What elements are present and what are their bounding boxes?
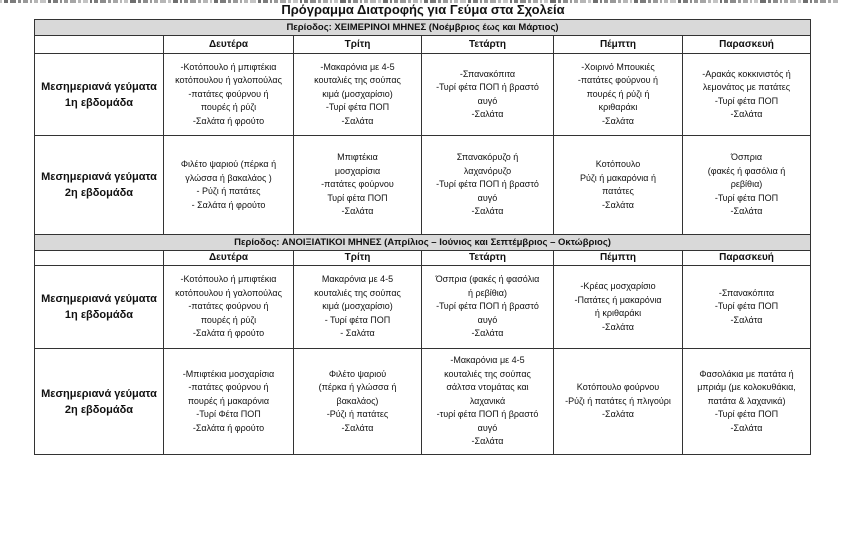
week-label-line: Μεσημεριανά γεύματα <box>41 293 157 305</box>
menu-line: κιμά (μοσχαρίσιο) <box>322 88 393 99</box>
menu-line: λαχανόρυζο <box>463 165 512 176</box>
menu-line: -Σαλάτα ή φρούτο <box>192 115 265 126</box>
menu-line: κοτόπουλου ή γαλοπούλας <box>175 75 282 86</box>
menu-line: κουταλιές της σούπας <box>314 287 401 298</box>
menu-line: -Τυρί φέτα ΠΟΠ ή βραστό <box>436 301 539 312</box>
day-header: Τετάρτη <box>422 36 554 54</box>
menu-line: Φασολάκια με πατάτα ή <box>699 368 794 379</box>
menu-line: -πατάτες φούρνου ή <box>577 75 659 86</box>
menu-line: -Σαλάτα <box>730 314 763 325</box>
menu-line: -Σαλάτα <box>471 328 504 339</box>
menu-cell <box>554 349 683 455</box>
menu-line: -Τυρί φέτα ΠΟΠ <box>714 192 779 203</box>
menu-cell <box>294 266 422 349</box>
menu-line: -Σαλάτα <box>602 115 634 126</box>
menu-line: πατάτες <box>602 186 634 196</box>
menu-line: -Σαλάτα <box>602 409 634 420</box>
menu-line: - Τυρί φέτα ΠΟΠ <box>324 314 391 325</box>
menu-line: -Σαλάτα <box>341 422 374 433</box>
menu-line: Μπιφτέκια <box>337 152 378 163</box>
menu-line: Φιλέτο ψαριού <box>328 368 387 379</box>
meal-schedule-table <box>34 19 811 455</box>
menu-line: κοτόπουλου ή γαλοπούλας <box>175 287 282 298</box>
menu-line: -πατάτες φούρνου <box>321 179 394 190</box>
menu-cell <box>554 136 683 235</box>
menu-line: -Μακαρόνια με 4-5 <box>450 355 525 366</box>
menu-line: Όσπρια (φακές ή φασόλια <box>435 274 540 285</box>
menu-line: -Ρύζι ή πατάτες ή πλιγούρι <box>565 395 671 406</box>
day-header: Παρασκευή <box>683 251 811 266</box>
menu-line: σάλτσα ντομάτας και <box>446 382 529 393</box>
menu-cell <box>422 266 554 349</box>
menu-line: κουταλιές της σούπας <box>444 368 531 379</box>
menu-line: αυγό <box>477 422 498 433</box>
menu-cell <box>422 349 554 455</box>
menu-line: (φακές ή φασόλια ή <box>707 165 786 176</box>
week-label <box>35 54 164 136</box>
menu-line: πουρές ή ρύζι <box>200 102 257 113</box>
period-header: Περίοδος: ΑΝΟΙΞΙΑΤΙΚΟΙ ΜΗΝΕΣ (Απρίλιος – Ιούνιος και Σεπτέμβριος – Οκτώβριος) <box>35 235 811 251</box>
period-row <box>35 235 811 251</box>
menu-line: Κοτόπουλο φούρνου <box>576 382 660 393</box>
menu-line: πουρές ή μακαρόνια <box>187 395 270 406</box>
menu-cell <box>164 136 294 235</box>
meal-week-row <box>35 136 811 235</box>
day-header: Δευτέρα <box>164 36 294 54</box>
menu-cell <box>683 266 811 349</box>
menu-line: -Κρέας μοσχαρίσιο <box>580 281 656 291</box>
menu-cell <box>554 266 683 349</box>
menu-cell <box>294 136 422 235</box>
menu-line: -Χοιρινό Μπουκιές <box>581 61 655 72</box>
period-header: Περίοδος: ΧΕΙΜΕΡΙΝΟΙ ΜΗΝΕΣ (Νοέμβριος έως και Μάρτιος) <box>35 20 811 36</box>
menu-line: -Τυρί φέτα ΠΟΠ <box>325 102 390 113</box>
menu-line: -Σαλάτα <box>341 115 374 126</box>
menu-line: πατάτα & λαχανικά) <box>707 395 786 406</box>
menu-cell <box>422 54 554 136</box>
menu-line: -πατάτες φούρνου ή <box>188 301 269 312</box>
week-label <box>35 266 164 349</box>
menu-cell <box>164 54 294 136</box>
menu-line: λεμονάτος με πατάτες <box>702 82 791 92</box>
day-header: Τρίτη <box>294 36 422 54</box>
menu-line: -Σαλάτα <box>730 206 763 217</box>
menu-cell <box>683 54 811 136</box>
menu-line: μοσχαρίσια <box>334 165 381 176</box>
menu-line: ή ρεβίθια) <box>467 287 508 298</box>
menu-line: Κοτόπουλο <box>595 159 641 169</box>
menu-line: - Ρύζι ή πατάτες <box>196 186 261 196</box>
menu-line: -Σαλάτα <box>602 321 634 332</box>
menu-line: -Τυρί φέτα ΠΟΠ <box>714 95 779 106</box>
menu-line: αυγό <box>477 192 498 203</box>
menu-line: -Κοτόπουλο ή μπιφτέκια <box>180 274 277 285</box>
menu-cell <box>683 136 811 235</box>
menu-line: -Αρακάς κοκκινιστός ή <box>702 68 791 79</box>
menu-line: (πέρκα ή γλώσσα ή <box>318 382 397 393</box>
menu-line: -Πατάτες ή μακαρόνια <box>574 294 662 305</box>
menu-line: βακαλάος) <box>336 395 379 406</box>
menu-line: -Σαλάτα ή φρούτο <box>192 422 265 433</box>
menu-line: -Σαλάτα ή φρούτο <box>192 328 265 339</box>
day-header: Τρίτη <box>294 251 422 266</box>
day-header-row <box>35 251 811 266</box>
meal-week-row <box>35 266 811 349</box>
menu-line: -Τυρί φέτα ΠΟΠ <box>714 409 779 420</box>
week-label-line: 1η εβδομάδα <box>64 96 134 109</box>
menu-line: -Τυρί φέτα ΠΟΠ <box>714 301 779 312</box>
menu-line: -Σαλάτα <box>341 206 374 217</box>
menu-line: -Σπανακόπιτα <box>718 287 775 298</box>
menu-line: Όσπρια <box>730 152 763 163</box>
day-header: Παρασκευή <box>683 36 811 54</box>
menu-line: Φιλέτο ψαριού (πέρκα ή <box>180 159 277 169</box>
day-header-row <box>35 36 811 54</box>
menu-line: - Σαλάτα ή φρούτο <box>191 199 266 210</box>
corner-cell <box>35 251 164 266</box>
period-row <box>35 20 811 36</box>
menu-line: -τυρί φέτα ΠΟΠ ή βραστό <box>436 409 539 420</box>
menu-line: κριθαράκι <box>598 102 638 113</box>
meal-week-row <box>35 349 811 455</box>
menu-line: κουταλιές της σούπας <box>314 75 401 86</box>
day-header: Πέμπτη <box>554 251 683 266</box>
menu-line: λαχανικά <box>469 395 506 406</box>
menu-line: -Ρύζι ή πατάτες <box>326 409 389 420</box>
menu-line: -Σαλάτα <box>471 436 504 447</box>
document-title: Πρόγραμμα Διατροφής για Γεύμα στα Σχολεία <box>281 2 565 17</box>
menu-cell <box>164 349 294 455</box>
menu-line: -Τυρί Φέτα ΠΟΠ <box>196 409 261 420</box>
menu-line: -Σαλάτα <box>730 422 763 433</box>
week-label <box>35 349 164 455</box>
menu-line: -Σαλάτα <box>471 206 504 217</box>
menu-line: -Σπανακόπιτα <box>459 68 516 79</box>
menu-line: πουρές ή ρύζι ή <box>586 88 650 99</box>
week-label-line: Μεσημεριανά γεύματα <box>41 387 157 400</box>
meal-schedule-body <box>35 20 811 455</box>
menu-line: κιμά (μοσχαρίσιο) <box>322 301 393 312</box>
menu-line: ρεβίθια) <box>730 179 763 190</box>
menu-line: γλώσσα ή βακαλάος ) <box>185 172 272 183</box>
day-header: Πέμπτη <box>554 36 683 54</box>
menu-line: -Τυρί φέτα ΠΟΠ ή βραστό <box>436 179 539 190</box>
meal-week-row <box>35 54 811 136</box>
menu-line: -Τυρί φέτα ΠΟΠ ή βραστό <box>436 82 539 92</box>
menu-line: ή κριθαράκι <box>594 308 642 318</box>
menu-line: -Σαλάτα <box>730 109 763 119</box>
menu-line: αυγό <box>477 95 498 106</box>
menu-line: -Σαλάτα <box>602 199 634 210</box>
menu-line: Σπανακόρυζο ή <box>456 152 519 163</box>
menu-cell <box>422 136 554 235</box>
menu-line: -Κοτόπουλο ή μπιφτέκια <box>180 61 277 72</box>
menu-line: - Σαλάτα <box>340 328 375 339</box>
menu-line: πουρές ή ρύζι <box>200 314 257 325</box>
menu-line: -Μακαρόνια με 4-5 <box>320 61 395 72</box>
day-header: Δευτέρα <box>164 251 294 266</box>
menu-line: Τυρί φέτα ΠΟΠ <box>327 192 388 203</box>
corner-cell <box>35 36 164 54</box>
week-label-line: 2η εβδομάδα <box>64 403 134 416</box>
menu-line: αυγό <box>477 314 498 325</box>
menu-line: -Σαλάτα <box>471 109 504 119</box>
week-label-line: Μεσημεριανά γεύματα <box>41 80 157 93</box>
week-label-line: 1η εβδομάδα <box>64 309 134 321</box>
menu-cell <box>683 349 811 455</box>
menu-cell <box>164 266 294 349</box>
menu-line: μπριάμ (με κολοκυθάκια, <box>697 382 796 393</box>
day-header: Τετάρτη <box>422 251 554 266</box>
menu-line: -πατάτες φούρνου ή <box>188 382 269 393</box>
menu-line: -Μπιφτέκια μοσχαρίσια <box>182 368 275 379</box>
menu-cell <box>294 349 422 455</box>
week-label-line: Μεσημεριανά γεύματα <box>41 171 157 183</box>
menu-cell <box>294 54 422 136</box>
week-label <box>35 136 164 235</box>
menu-line: Μακαρόνια με 4-5 <box>321 274 394 285</box>
menu-line: -πατάτες φούρνου ή <box>188 88 269 99</box>
week-label-line: 2η εβδομάδα <box>64 187 134 199</box>
menu-line: Ρύζι ή μακαρόνια ή <box>579 172 657 183</box>
menu-cell <box>554 54 683 136</box>
